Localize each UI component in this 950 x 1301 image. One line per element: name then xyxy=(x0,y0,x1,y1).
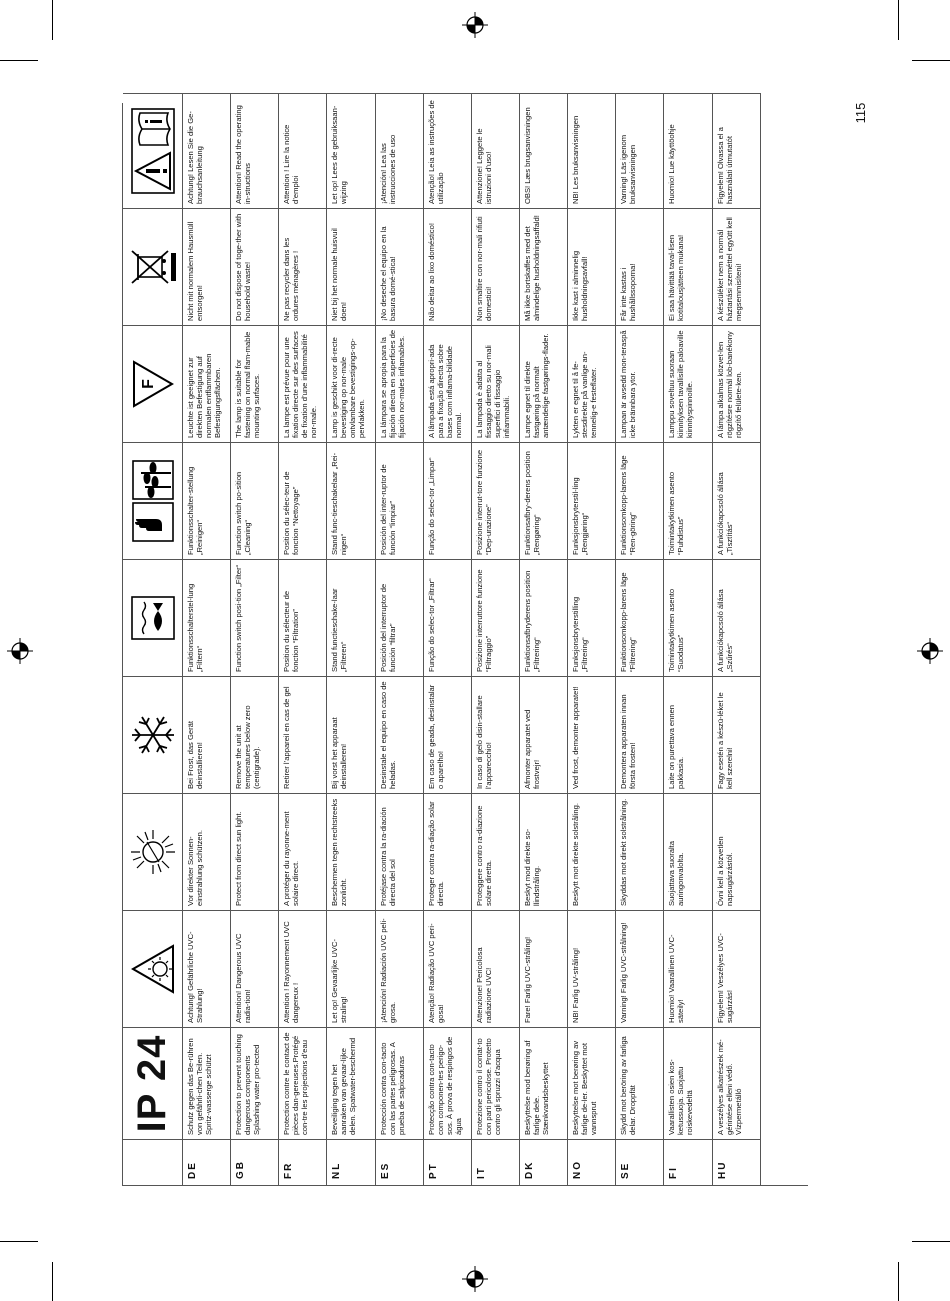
frost-header xyxy=(123,676,183,793)
table-cell: Atenção! Leia as instruções de utilização xyxy=(424,93,472,208)
table-cell: Beskyttelse mot berøring av farlige de-ler. Beskyttet mot vannsprut xyxy=(568,1027,616,1139)
table-cell: Non smaltire con nor-mali rifiuti domestici! xyxy=(472,208,520,325)
table-cell: Leuchte ist geeignet zur direkten Befestigung auf normalen entflammbaren Befestigungsflächen. xyxy=(183,325,231,442)
table-cell: Ved frost, demonter apparatet! xyxy=(568,676,616,793)
language-code: GB xyxy=(231,1139,279,1185)
table-cell: In caso di gelo disin-stallare l’apparecchio! xyxy=(472,676,520,793)
registration-mark-icon xyxy=(917,638,943,664)
table-cell: Bij vorst het apparaat deinstalleren! xyxy=(327,676,375,793)
table-cell: Remove the unit at temperatures below zero (centigrade). xyxy=(231,676,279,793)
filter-header xyxy=(123,559,183,676)
warning-manual-icon xyxy=(130,107,176,195)
table-cell: Em caso de geada, desinstalar o aparelho! xyxy=(424,676,472,793)
crop-mark xyxy=(912,60,950,61)
sun-icon xyxy=(128,827,178,877)
crop-mark xyxy=(898,0,899,40)
uvc-header xyxy=(123,910,183,1027)
table-cell: Funktionsafbryderens position „Filtrering“ xyxy=(520,559,568,676)
language-code: IT xyxy=(472,1139,520,1185)
table-cell: Protection to prevent touching dangerous components Splashing water pro-tected xyxy=(231,1027,279,1139)
header-corner xyxy=(123,1139,183,1185)
symbol-table xyxy=(122,100,808,1186)
table-cell: Varning! Farlig UVC-strålning! xyxy=(616,910,664,1027)
hand-plants-icon xyxy=(131,459,175,543)
table-cell: Nicht mit normalem Hausmüll entsorgen! xyxy=(183,208,231,325)
table-cell: The lamp is suitable for fastening on normal flam-mable mounting surfaces. xyxy=(231,325,279,442)
table-cell: Protecção contra con-tacto com componen-tes perigo-sos. À prova de respingos de água xyxy=(424,1027,472,1139)
table-cell: Lykten er egnet til å fe-stesdirekte på vanlige an-tennelig-e festeflater. xyxy=(568,325,616,442)
table-cell: Posizione interruttore funzione “Filtraggio” xyxy=(472,559,520,676)
table-cell: Beskytt mot direkte solstråling. xyxy=(568,793,616,910)
table-cell: Protección contra con-tacto con las partes peligrosas. A prueba de salpicaduras xyxy=(376,1027,424,1139)
crop-mark xyxy=(912,1241,950,1242)
table-cell: Protezione contro il contat-to con parti pericolose. Protetto contro gli spruzzi d’acqua xyxy=(472,1027,520,1139)
language-code: PT xyxy=(424,1139,472,1185)
table-cell: Vaarallisten osien kos-ketussuoja. Suojattu roiskevedeltä xyxy=(664,1027,712,1139)
table-cell: Let op! Lees de gebruiksaan-wijzing xyxy=(327,93,375,208)
language-code: FI xyxy=(664,1139,712,1185)
page-number: 115 xyxy=(853,102,868,124)
table-cell: A készüléket nem a normál háztartási szeméttel együtt kell megsemmisíteni! xyxy=(713,208,761,325)
table-cell: A lámpa alkalmas közvet-len rögzítésre normál lob-banékony rögzítő felülete-ken. xyxy=(713,325,761,442)
table-cell: Varning! Läs igenom bruksanvisningen xyxy=(616,93,664,208)
table-cell: Lamp is geschikt voor di-recte bevestiging op nor-male ontvlambare bevestigings-op-pervlakken. xyxy=(327,325,375,442)
table-cell: Beveiliging tegen het aanraken van gevaar-lijke delen. Spatwater-beschermd xyxy=(327,1027,375,1139)
table-cell: ¡No deseche el equipo en la basura domé-stica! xyxy=(376,208,424,325)
table-cell: Skyddas mot direkt solstrålning. xyxy=(616,793,664,910)
crop-mark xyxy=(0,60,38,61)
symbol-table-wrapper xyxy=(122,100,808,1186)
table-cell: A lâmpada está apropri-ada para a fixação directa sobre bases com inflama-bilidade normal. xyxy=(424,325,472,442)
table-cell: Protection contre le contact de pièces dan-gereuses.Protégé con-tre les projections d’eau xyxy=(279,1027,327,1139)
crop-mark xyxy=(898,1262,899,1301)
table-cell: Protect from direct sun light. xyxy=(231,793,279,910)
table-cell: Do not dispose of toge-ther with household waste! xyxy=(231,208,279,325)
table-cell: Posición del inter-ruptor de función “limpiar” xyxy=(376,442,424,559)
manual-header xyxy=(123,93,183,208)
table-cell: Lamppu soveltuu suoraan kiinnityksen tavallisille paloaville kiinnityspinnoille. xyxy=(664,325,712,442)
f-triangle-icon xyxy=(131,359,175,409)
table-cell: Funktionsafbry-derens position „Rengøring“ xyxy=(520,442,568,559)
table-cell: Let op! Gevaarlijke UVC-straling! xyxy=(327,910,375,1027)
mounting-header xyxy=(123,325,183,442)
table-cell: Skydd mot beröring av farliga delar. Droppfät xyxy=(616,1027,664,1139)
table-cell: Figyelem! Olvassa el a használati útmutatót xyxy=(713,93,761,208)
cleaning-header xyxy=(123,442,183,559)
table-cell: Lampan är avsedd mon-teraspå icke brännbara ytor. xyxy=(616,325,664,442)
table-cell: La lámpara se apropia para la fijación directa en superficies de fijación nor-males inflamables. xyxy=(376,325,424,442)
table-cell: A funkciókapcsoló állása „Tisztítás“ xyxy=(713,442,761,559)
language-code: ES xyxy=(376,1139,424,1185)
table-cell: Position du sélecteur de fonction “Filtration” xyxy=(279,559,327,676)
language-code: DK xyxy=(520,1139,568,1185)
table-cell: ¡Atención! Radiación UVC peli-grosa. xyxy=(376,910,424,1027)
table-cell: Huomio! Vaarallinen UVC-säteily! xyxy=(664,910,712,1027)
table-cell: Beskyt mod direkte so-llindstråling. xyxy=(520,793,568,910)
table-cell: Proteggere contro ra-diazione solare diretta. xyxy=(472,793,520,910)
table-cell: Beschermen tegen rechtstreeks zonlicht. xyxy=(327,793,375,910)
table-cell: Afmonter apparatet ved frostvejr! xyxy=(520,676,568,793)
table-cell: Não deitar ao lixo doméstico! xyxy=(424,208,472,325)
language-code: SE xyxy=(616,1139,664,1185)
table-cell: Stand functieschake-laar „Filteren“ xyxy=(327,559,375,676)
table-cell: Posizione interrut-tore funzione “Dep-urazione” xyxy=(472,442,520,559)
disposal-header xyxy=(123,208,183,325)
table-cell: Vor direkter Sonnen-einstrahlung schützen. xyxy=(183,793,231,910)
table-cell: Funksjonsbryterstil-ling „Rengjøring“ xyxy=(568,442,616,559)
language-code: FR xyxy=(279,1139,327,1185)
table-cell: Funktionsschalterstel-lung „Filtern“ xyxy=(183,559,231,676)
table-cell: Suojattava suoralta auringonvalolta. xyxy=(664,793,712,910)
language-code: NL xyxy=(327,1139,375,1185)
table-cell: Função do selec-tor „Limpar“ xyxy=(424,442,472,559)
table-cell: La lampe est prévue pour une fixation directe sur des surfaces de fixation d’une inflammabilité nor-male. xyxy=(279,325,327,442)
crop-mark xyxy=(0,1241,38,1242)
table-cell: Fagy esetén a készü-léket le kell szerelni! xyxy=(713,676,761,793)
table-cell: Attenzione! Leggete le istruzioni d’uso! xyxy=(472,93,520,208)
table-cell: Toimintakytkimen asento “Puhdistus” xyxy=(664,442,712,559)
table-cell: Position du sélec-teur de fonction “Nettoyage” xyxy=(279,442,327,559)
language-code: DE xyxy=(183,1139,231,1185)
table-cell: Lampe egnet til direkte fastgøring på normalt antændelige fastgørings-flader. xyxy=(520,325,568,442)
table-cell: Function switch posi-tion „Filter“ xyxy=(231,559,279,676)
svg-text:F: F xyxy=(139,379,157,389)
table-cell: Achtung! Gefährliche UVC-Strahlung! xyxy=(183,910,231,1027)
table-cell: OBS! Læs brugsanvisningen xyxy=(520,93,568,208)
table-cell: Ei saa hävittää taval-lisen kotitalousjätteen mukana! xyxy=(664,208,712,325)
table-cell: Ne pas recycler dans les ordures ménagères ! xyxy=(279,208,327,325)
table-cell: Funktionsschalter-stellung „Reinigen“ xyxy=(183,442,231,559)
language-code: NO xyxy=(568,1139,616,1185)
table-cell: Proteger contra ra-diação solar directa. xyxy=(424,793,472,910)
snowflake-icon xyxy=(129,711,177,759)
sun-header xyxy=(123,793,183,910)
table-cell: Achtung! Lesen Sie die Ge-brauchsanleitung xyxy=(183,93,231,208)
table-cell: Fare! Farlig UVC-stråling! xyxy=(520,910,568,1027)
table-cell: Beskyttelse mod berøring af farlige dele. Stænkvandsbeskyttet xyxy=(520,1027,568,1139)
crop-mark xyxy=(52,0,53,40)
table-cell: Protéjase contra la ra-diación directa del sol xyxy=(376,793,424,910)
table-cell: Attention ! Rayonnement UVC dangereux ! xyxy=(279,910,327,1027)
table-cell: Må ikke bortskaffes med det almindelige husholdningsaffald! xyxy=(520,208,568,325)
table-cell: Óvni kell a közvetlen napsugárzástól. xyxy=(713,793,761,910)
table-cell: Stand func-tieschakelaar „Rei-nigen“ xyxy=(327,442,375,559)
ip-rating-header xyxy=(123,1027,183,1139)
table-cell: Function switch po-sition „Cleaning“ xyxy=(231,442,279,559)
table-cell: Huomio! Lue käyttöohje xyxy=(664,93,712,208)
table-cell: Bei Frost, das Gerät deinstallieren! xyxy=(183,676,231,793)
table-cell: Função do selec-tor „Filtrar“ xyxy=(424,559,472,676)
table-cell: Attenzione! Pericolosa radiazione UVC! xyxy=(472,910,520,1027)
table-cell: Funktionsomkopp-larens läge “Filtrering” xyxy=(616,559,664,676)
table-cell: Retirer l’appareil en cas de gel xyxy=(279,676,327,793)
uvc-warning-icon xyxy=(130,943,176,995)
table-cell: Posición del interruptor de función “filtrar” xyxy=(376,559,424,676)
table-cell: Figyelem! Veszélyes UVC-sugárzás! xyxy=(713,910,761,1027)
table-cell: Desinstale el equipo en caso de heladas. xyxy=(376,676,424,793)
table-cell: Får inte kastas i hushållssoporna! xyxy=(616,208,664,325)
crop-mark xyxy=(52,1262,53,1301)
table-cell: Niet bij het normale huisvuil doen! xyxy=(327,208,375,325)
fish-filter-icon xyxy=(130,595,176,641)
table-cell: Attention! Read the operating in-structions xyxy=(231,93,279,208)
table-cell: Demontera apparaten innan första frosten! xyxy=(616,676,664,793)
table-cell: NB! Farlig UV-stråling! xyxy=(568,910,616,1027)
registration-mark-icon xyxy=(462,1266,488,1292)
table-cell: A protéger du rayonne-ment solaire direct. xyxy=(279,793,327,910)
table-cell: Funksjonsbryterstilling „Filtrering“ xyxy=(568,559,616,676)
table-cell: Atenção! Radiação UVC peri-gosa! xyxy=(424,910,472,1027)
registration-mark-icon xyxy=(7,638,33,664)
table-cell: NB! Les bruksanvisningen xyxy=(568,93,616,208)
language-code: HU xyxy=(713,1139,761,1185)
registration-mark-icon xyxy=(462,12,488,38)
table-cell: Ikke kast i alminnelig husholdningsavfall! xyxy=(568,208,616,325)
table-cell: Laite on purettava ennen pakkasia. xyxy=(664,676,712,793)
table-cell: A funkciókapcsoló állása „Szűrés“ xyxy=(713,559,761,676)
table-cell: ¡Atención! Lea las instrucciones de uso xyxy=(376,93,424,208)
table-cell: Attention! Dangerous UVC radia-tion! xyxy=(231,910,279,1027)
table-cell: La lampada è adatta al fissaggio diretto su nor-mali superfici di fissaggio infiammabili. xyxy=(472,325,520,442)
table-cell: Attention ! Lire la notice d’emploi xyxy=(279,93,327,208)
table-cell: Funktionsomkopp-larens läge “Ren-göring” xyxy=(616,442,664,559)
table-cell: A veszélyes alkatrészek mé-gérintése elleni védő. Vízpermetálló xyxy=(713,1027,761,1139)
table-cell: Toimintakytkimen asento “Suodatus” xyxy=(664,559,712,676)
ip-rating-label: IP 24 xyxy=(130,1034,174,1133)
table-cell: Schutz gegen das Be-rühren von gefährli-chen Teilen. Spritz-wasserge schützt xyxy=(183,1027,231,1139)
crossed-bin-icon xyxy=(128,247,178,287)
